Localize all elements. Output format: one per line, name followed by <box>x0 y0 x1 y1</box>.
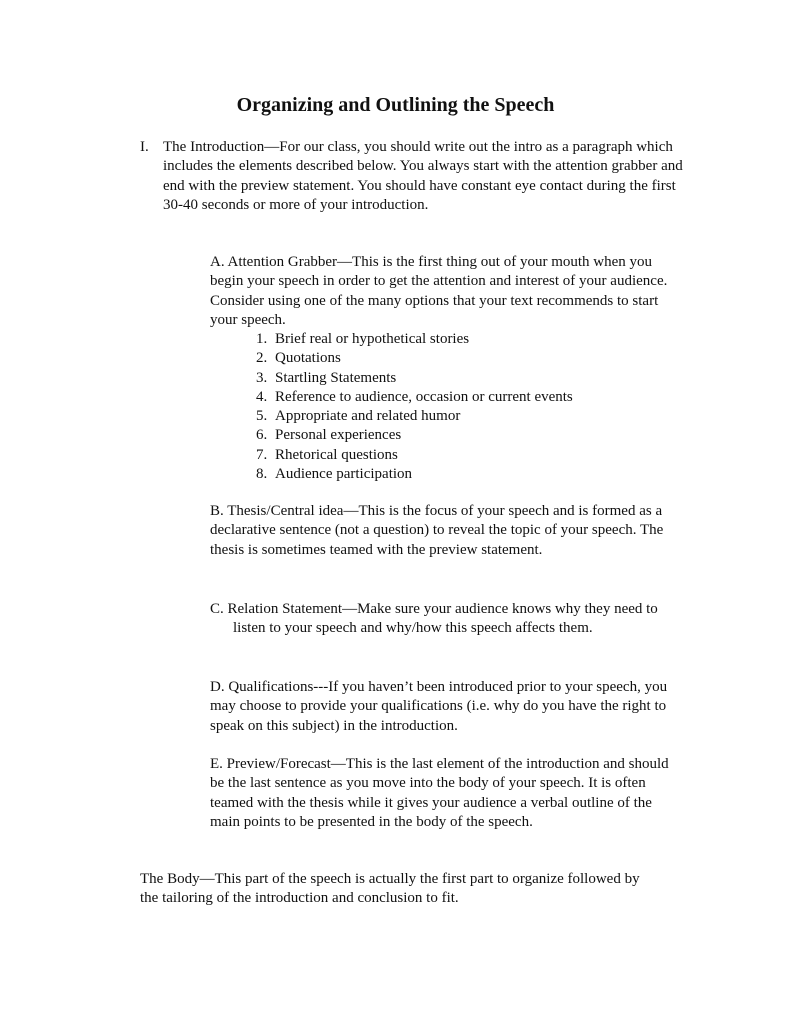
list-item <box>256 465 573 484</box>
list-item <box>256 330 573 349</box>
grabber-options-list <box>256 330 573 484</box>
list-item-number: 7. <box>256 446 268 463</box>
list-item-number: 6. <box>256 427 268 444</box>
list-item <box>256 446 573 465</box>
thesis-paragraph: B. Thesis/Central idea—This is the focus of your speech and is formed as a declarative sentence (not a question) to reveal the topic of your speech. The thesis is sometimes teamed with the preview statement. <box>210 503 664 558</box>
list-item-text: Appropriate and related humor <box>275 408 461 425</box>
list-item-number: 3. <box>256 369 268 386</box>
list-item <box>256 426 573 445</box>
list-item-number: 1. <box>256 331 268 347</box>
list-item-number: 8. <box>256 466 268 483</box>
list-item-text: Startling Statements <box>275 369 397 386</box>
intro-paragraph: The Introduction—For our class, you should write out the intro as a paragraph which includes the elements described below. You always start with the attention grabber and end with the preview statement. You should have constant eye contact during the first 30-40 seconds or more of your introduction. <box>163 139 683 213</box>
attention-grabber-paragraph: A. Attention Grabber—This is the first thing out of your mouth when you begin your speech in order to get the attention and interest of your audience. Consider using one of the many options that your text recommends to start your speech. <box>210 254 668 328</box>
list-item-text: Brief real or hypothetical stories <box>275 331 470 347</box>
list-item <box>256 407 573 426</box>
list-item-text: Quotations <box>275 350 341 367</box>
list-item-text: Reference to audience, occasion or current events <box>275 388 573 405</box>
page-title: Organizing and Outlining the Speech <box>236 94 555 116</box>
intro-numeral: I. <box>140 139 149 155</box>
list-item-number: 4. <box>256 388 268 405</box>
qualifications-paragraph: D. Qualifications---If you haven’t been introduced prior to your speech, you may choose to provide your qualifications (i.e. why do you have the right to speak on this subject) in the introduction. <box>210 679 668 734</box>
list-item <box>256 388 573 407</box>
list-item-text: Personal experiences <box>275 427 402 444</box>
relation-statement-paragraph: C. Relation Statement—Make sure your audience knows why they need to listen to your speech and why/how this speech affects them. <box>210 601 658 637</box>
list-item-number: 5. <box>256 408 268 425</box>
list-item-text: Audience participation <box>275 466 413 483</box>
list-item <box>256 349 573 368</box>
body-paragraph: The Body—This part of the speech is actually the first part to organize followed by the tailoring of the introduction and conclusion to fit. <box>140 871 640 907</box>
list-item <box>256 369 573 388</box>
list-item-number: 2. <box>256 350 268 367</box>
list-item-text: Rhetorical questions <box>275 446 398 463</box>
preview-forecast-paragraph: E. Preview/Forecast—This is the last element of the introduction and should be the last sentence as you move into the body of your speech. It is often teamed with the thesis while it gives your audience a verbal outline of the main points to be presented in the body of the speech. <box>210 756 669 830</box>
